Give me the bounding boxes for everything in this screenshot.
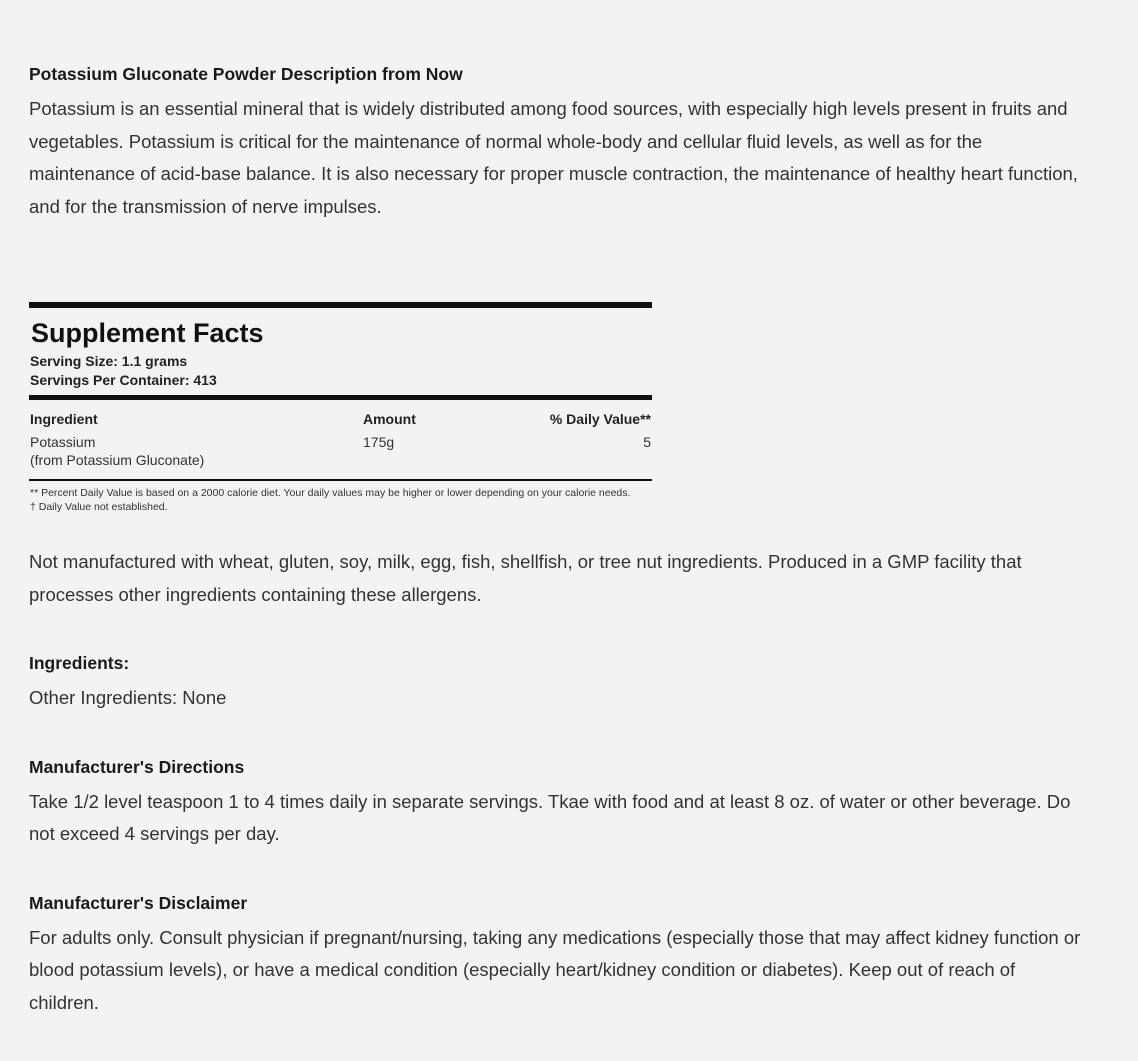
facts-table xyxy=(29,400,652,471)
daily-value-footnote: ** Percent Daily Value is based on a 2000 calorie diet. Your daily values may be higher or lower depending on your calorie needs. xyxy=(30,487,631,499)
description-body: Potassium is an essential mineral that is widely distributed among food sources, with especially high levels present in fruits and vegetables. Potassium is critical for the maintenance of normal whole-body and cellular fluid levels, as well as for the maintenance of acid-base balance. It is also necessary for proper muscle contraction, the maintenance of healthy heart function, and for the transmission of nerve impulses. xyxy=(29,98,1078,217)
description-title: Potassium Gluconate Powder Description from Now xyxy=(29,64,463,84)
daily-value-not-established-note: † Daily Value not established. xyxy=(30,501,168,513)
supplement-facts-panel xyxy=(29,302,652,514)
servings-per-container: Servings Per Container: 413 xyxy=(30,372,217,388)
ingredient-source: (from Potassium Gluconate) xyxy=(30,452,205,468)
header-daily-value: % Daily Value** xyxy=(549,411,651,427)
daily-value-cell: 5 xyxy=(643,434,651,450)
ingredient-cell xyxy=(29,431,362,471)
header-ingredient: Ingredient xyxy=(30,411,98,427)
ingredient-name: Potassium xyxy=(30,434,96,450)
ingredients-title: Ingredients: xyxy=(29,653,130,673)
facts-divider-bottom xyxy=(29,479,652,481)
allergen-statement: Not manufactured with wheat, gluten, soy, milk, egg, fish, shellfish, or tree nut ingredients. Produced in a GMP facility that processes other ingredients containing these allergens. xyxy=(29,551,1022,605)
disclaimer-body: For adults only. Consult physician if pregnant/nursing, taking any medications (especially those that may affect kidney function or blood potassium levels), or have a medical condition (especially heart/kidney condition or diabetes). Keep out of reach of children. xyxy=(29,926,1081,1013)
facts-header-row xyxy=(29,400,652,431)
disclaimer-title: Manufacturer's Disclaimer xyxy=(29,892,248,913)
product-details xyxy=(29,62,1089,1019)
table-row xyxy=(29,431,652,471)
directions-title: Manufacturer's Directions xyxy=(29,756,245,777)
supplement-facts-title: Supplement Facts xyxy=(31,318,264,348)
description-section xyxy=(29,62,1089,223)
serving-size: Serving Size: 1.1 grams xyxy=(30,353,188,369)
amount-cell: 175g xyxy=(363,434,395,450)
directions-body: Take 1/2 level teaspoon 1 to 4 times daily in separate servings. Tkae with food and at least 8 oz. of water or other beverage. Do not exceed 4 servings per day. xyxy=(29,790,1071,844)
ingredients-body: Other Ingredients: None xyxy=(29,687,227,708)
header-amount: Amount xyxy=(363,411,416,427)
